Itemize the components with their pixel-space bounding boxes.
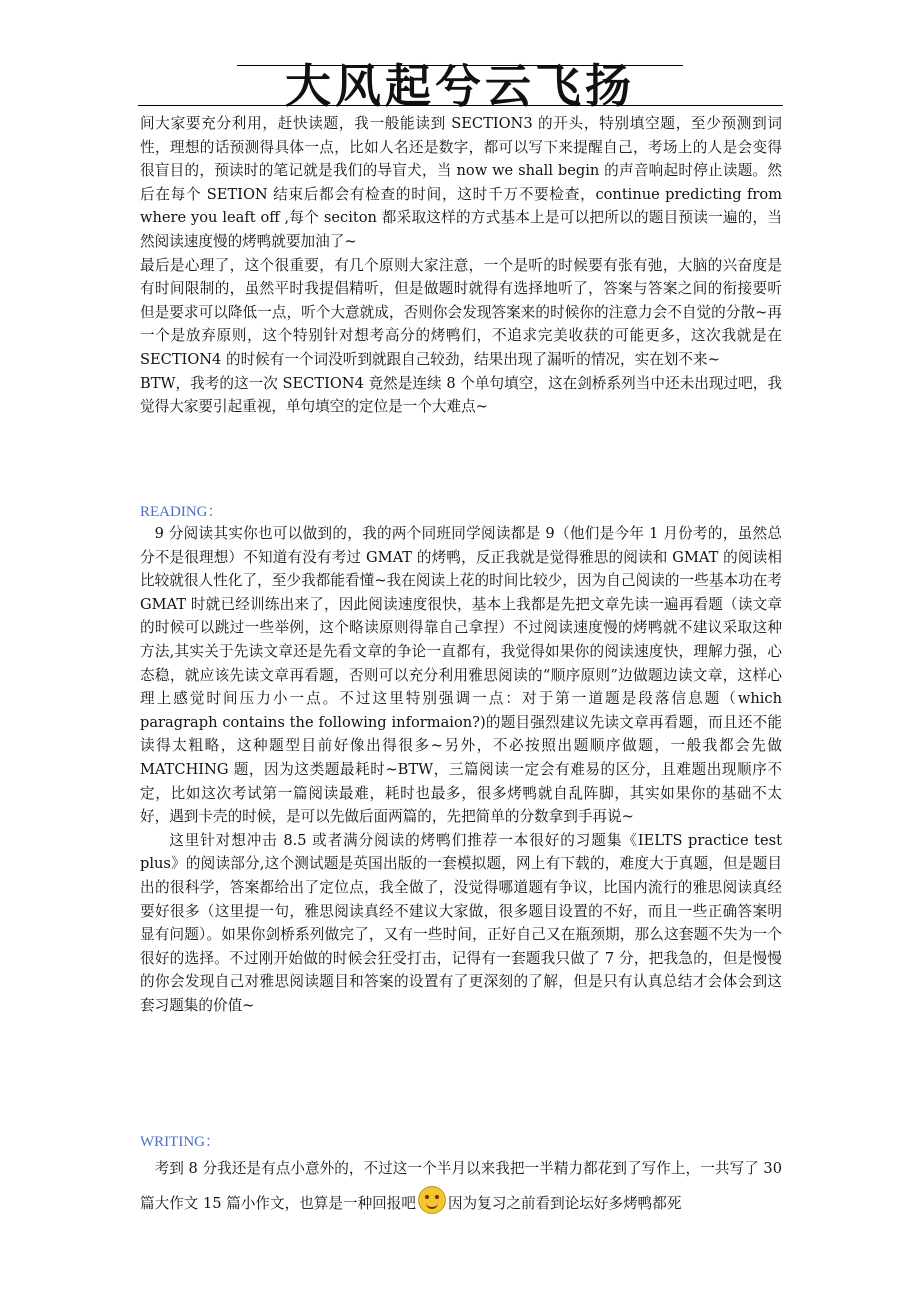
header-title: 大风起兮云飞扬 [285,59,635,113]
reading-paragraph-2: 这里针对想冲击 8.5 或者满分阅读的烤鸭们推荐一本很好的习题集《IELTS practice test plus》的阅读部分,这个测试题是英国出版的一套模拟题，网上有下载的，难度大于真题，但是题目出的很科学，答案都给出了定位点，我全做了，没觉得哪道题有争议，比国内流行的雅思阅读真经要好很多（这里提一句，雅思阅读真经不建议大家做，很多题目设置的不好，而且一些正确答案明显有问题）。如果你剑桥系列做完了，又有一些时间，正好自己又在瓶颈期，那么这套题不失为一个很好的选择。不过刚开始做的时候会狂受打击，记得有一套题我只做了 7 分，把我急的，但是慢慢的你会发现自己对雅思阅读题目和答案的设置有了更深刻的了解，但是只有认真总结才会体会到这套习题集的价值~ [140,831,782,1014]
writing-section [140,1152,782,1221]
intro-paragraph-3: BTW，我考的这一次 SECTION4 竟然是连续 8 个单句填空，这在剑桥系列当中还未出现过吧，我觉得大家要引起重视，单句填空的定位是一个大难点~ [140,374,782,416]
reading-paragraph-1: 9 分阅读其实你也可以做到的，我的两个同班同学阅读都是 9（他们是今年 1 月份考的，虽然总分不是很理想）不知道有没有考过 GMAT 的烤鸭，反正我就是觉得雅思的阅读和 GMAT 的阅读相比较就很人性化了，至少我都能看懂~我在阅读上花的时间比较少，因为自己阅读的一些基本功在考 GMAT 时就已经训练出来了，因此阅读速度很快，基本上我都是先把文章先读一遍再看题（读文章的时候可以跳过一些举例，这个略读原则得靠自己拿捏）不过阅读速度慢的烤鸭就不建议采取这种方法,其实关于先读文章还是先看文章的争论一直都有，我觉得如果你的阅读速度快，理解力强，心态稳，就应该先读文章再看题，否则可以充分利用雅思阅读的“顺序原则”边做题边读文章，这样心理上感觉时间压力小一点。不过这里特别强调一点：对于第一道题是段落信息题（which paragraph contains the following informaion?)的题目强烈建议先读文章再看题，而且还不能读得太粗略，这种题型目前好像出得很多~另外，不必按照出题顺序做题，一般我都会先做 MATCHING 题，因为这类题最耗时~BTW，三篇阅读一定会有难易的区分，且难题出现顺序不定，比如这次考试第一篇阅读最难，耗时也最多，很多烤鸭就自乱阵脚，其实如果你的基础不太好，遇到卡壳的时候，是可以先做后面两篇的，先把简单的分数拿到手再说~ [140,525,782,826]
intro-paragraph-1: 间大家要充分利用，赶快读题，我一般能读到 SECTION3 的开头，特别填空题，至少预测到词性，理想的话预测得具体一点，比如人名还是数字，都可以写下来提醒自己，考场上的人是会变得很盲目的，预读时的笔记就是我们的导盲犬，当 now we shall begin 的声音响起时停止读题。然后在每个 SETION 结束后都会有检查的时间，这时千万不要检查，continue predicting from where you leaft off ,每个 seciton 都采取这样的方式基本上是可以把所以的题目预读一遍的，当然阅读速度慢的烤鸭就要加油了~ [140,115,782,250]
reading-heading: READING： [140,504,223,520]
header-rule-bottom [138,105,783,106]
intro-section [140,112,782,419]
writing-heading: WRITING： [140,1134,220,1150]
page-header [0,0,920,113]
reading-section [140,522,782,1017]
writing-text-part-2: 因为复习之前看到论坛好多烤鸭都死 [447,1195,682,1212]
writing-paragraph-1 [140,1152,782,1221]
writing-text-part-1: 考到 8 分我还是有点小意外的，不过这一个半月以来我把一半精力都花到了写作上，一共写了 30 篇大作文 15 篇小作文，也算是一种回报吧 [140,1160,782,1212]
smiley-emoji-icon [418,1186,446,1214]
intro-paragraph-2: 最后是心理了，这个很重要，有几个原则大家注意，一个是听的时候要有张有弛，大脑的兴奋度是有时间限制的，虽然平时我提倡精听，但是做题时就得有选择地听了，答案与答案之间的衔接要听但是要求可以降低一点，听个大意就成，否则你会发现答案来的时候你的注意力会不自觉的分散~再一个是放弃原则，这个特别针对想考高分的烤鸭们，不追求完美收获的可能更多，这次我就是在 SECTION4 的时候有一个词没听到就跟自己较劲，结果出现了漏听的情况，实在划不来~ [140,256,782,368]
